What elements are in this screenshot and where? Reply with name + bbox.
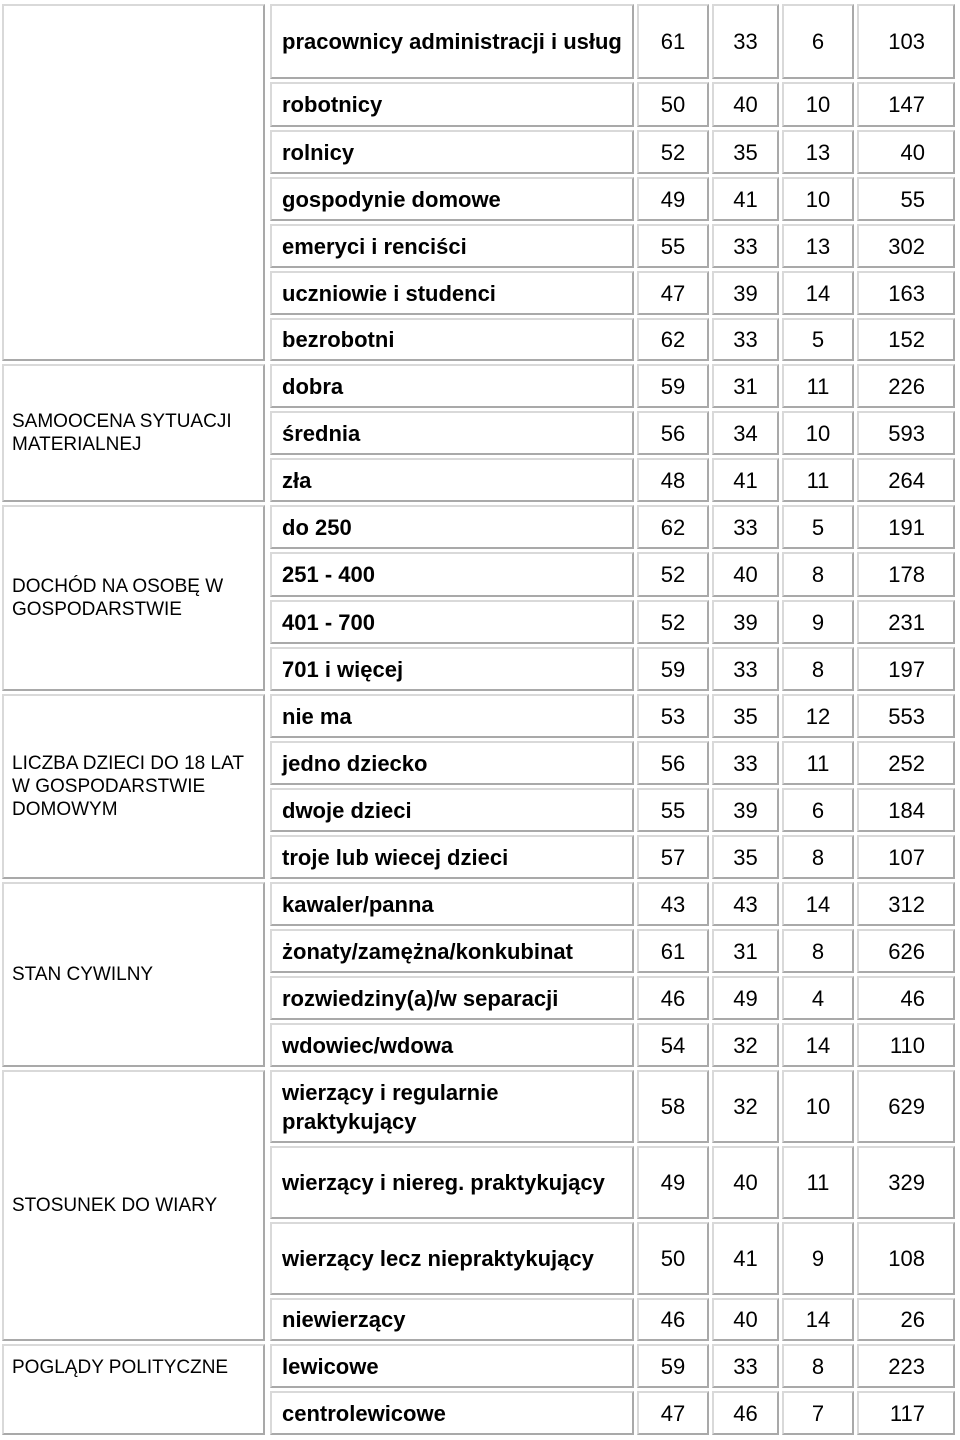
category-label: LICZBA DZIECI DO 18 LAT W GOSPODARSTWIE DOMOWYM bbox=[12, 753, 244, 820]
value-cell: 163 bbox=[857, 271, 955, 315]
value-cell: 629 bbox=[857, 1070, 955, 1143]
value-cell: 52 bbox=[637, 130, 709, 174]
value-cell: 62 bbox=[637, 505, 709, 549]
value-cell: 197 bbox=[857, 647, 955, 691]
value-cell: 33 bbox=[712, 224, 779, 268]
value-cell: 61 bbox=[637, 4, 709, 79]
row-label: dwoje dzieci bbox=[270, 788, 634, 832]
row-label: zła bbox=[270, 458, 634, 502]
value-cell: 11 bbox=[782, 741, 854, 785]
value-cell: 48 bbox=[637, 458, 709, 502]
value-cell: 6 bbox=[782, 4, 854, 79]
value-cell: 12 bbox=[782, 694, 854, 738]
value-cell: 10 bbox=[782, 177, 854, 221]
row-label: wierzący i niereg. praktykujący bbox=[270, 1146, 634, 1219]
value-cell: 8 bbox=[782, 929, 854, 973]
value-cell: 11 bbox=[782, 1146, 854, 1219]
row-label: pracownicy administracji i usług bbox=[270, 4, 634, 79]
row-label: wierzący lecz niepraktykujący bbox=[270, 1222, 634, 1295]
value-cell: 14 bbox=[782, 1023, 854, 1067]
value-cell: 33 bbox=[712, 4, 779, 79]
row-label: centrolewicowe bbox=[270, 1391, 634, 1435]
value-cell: 103 bbox=[857, 4, 955, 79]
value-cell: 110 bbox=[857, 1023, 955, 1067]
value-cell: 231 bbox=[857, 600, 955, 644]
value-cell: 32 bbox=[712, 1070, 779, 1143]
value-cell: 50 bbox=[637, 1222, 709, 1295]
value-cell: 49 bbox=[637, 177, 709, 221]
value-cell: 59 bbox=[637, 364, 709, 408]
value-cell: 46 bbox=[712, 1391, 779, 1435]
value-cell: 40 bbox=[712, 552, 779, 597]
row-label: robotnicy bbox=[270, 82, 634, 127]
value-cell: 46 bbox=[637, 976, 709, 1020]
category-label: SAMOOCENA SYTUACJI MATERIALNEJ bbox=[12, 411, 232, 455]
row-label: średnia bbox=[270, 411, 634, 455]
value-cell: 14 bbox=[782, 882, 854, 926]
value-cell: 9 bbox=[782, 600, 854, 644]
value-cell: 33 bbox=[712, 741, 779, 785]
row-label: 251 - 400 bbox=[270, 552, 634, 597]
row-label: dobra bbox=[270, 364, 634, 408]
value-cell: 8 bbox=[782, 552, 854, 597]
value-cell: 49 bbox=[637, 1146, 709, 1219]
value-cell: 59 bbox=[637, 1344, 709, 1388]
value-cell: 10 bbox=[782, 1070, 854, 1143]
value-cell: 62 bbox=[637, 318, 709, 361]
value-cell: 52 bbox=[637, 552, 709, 597]
value-cell: 39 bbox=[712, 271, 779, 315]
value-cell: 108 bbox=[857, 1222, 955, 1295]
value-cell: 33 bbox=[712, 647, 779, 691]
value-cell: 32 bbox=[712, 1023, 779, 1067]
value-cell: 26 bbox=[857, 1298, 955, 1341]
value-cell: 57 bbox=[637, 835, 709, 879]
value-cell: 50 bbox=[637, 82, 709, 127]
value-cell: 41 bbox=[712, 177, 779, 221]
value-cell: 8 bbox=[782, 1344, 854, 1388]
value-cell: 6 bbox=[782, 788, 854, 832]
value-cell: 8 bbox=[782, 835, 854, 879]
value-cell: 56 bbox=[637, 741, 709, 785]
value-cell: 13 bbox=[782, 224, 854, 268]
value-cell: 40 bbox=[857, 130, 955, 174]
category-label: DOCHÓD NA OSOBĘ W GOSPODARSTWIE bbox=[12, 576, 224, 620]
value-cell: 39 bbox=[712, 788, 779, 832]
value-cell: 58 bbox=[637, 1070, 709, 1143]
value-cell: 10 bbox=[782, 411, 854, 455]
value-cell: 8 bbox=[782, 647, 854, 691]
row-label: nie ma bbox=[270, 694, 634, 738]
value-cell: 43 bbox=[712, 882, 779, 926]
value-cell: 264 bbox=[857, 458, 955, 502]
category-label: STAN CYWILNY bbox=[12, 964, 154, 985]
row-label: jedno dziecko bbox=[270, 741, 634, 785]
value-cell: 55 bbox=[857, 177, 955, 221]
value-cell: 35 bbox=[712, 694, 779, 738]
row-label: rozwiedziny(a)/w separacji bbox=[270, 976, 634, 1020]
value-cell: 5 bbox=[782, 318, 854, 361]
value-cell: 46 bbox=[857, 976, 955, 1020]
value-cell: 10 bbox=[782, 82, 854, 127]
value-cell: 302 bbox=[857, 224, 955, 268]
value-cell: 252 bbox=[857, 741, 955, 785]
category-label: POGLĄDY POLITYCZNE bbox=[12, 1357, 229, 1378]
value-cell: 56 bbox=[637, 411, 709, 455]
row-label: emeryci i renciści bbox=[270, 224, 634, 268]
value-cell: 47 bbox=[637, 271, 709, 315]
row-label: kawaler/panna bbox=[270, 882, 634, 926]
value-cell: 5 bbox=[782, 505, 854, 549]
value-cell: 40 bbox=[712, 1298, 779, 1341]
row-label: 401 - 700 bbox=[270, 600, 634, 644]
value-cell: 55 bbox=[637, 788, 709, 832]
row-label: troje lub wiecej dzieci bbox=[270, 835, 634, 879]
value-cell: 54 bbox=[637, 1023, 709, 1067]
row-label: lewicowe bbox=[270, 1344, 634, 1388]
value-cell: 31 bbox=[712, 364, 779, 408]
value-cell: 191 bbox=[857, 505, 955, 549]
value-cell: 35 bbox=[712, 835, 779, 879]
value-cell: 553 bbox=[857, 694, 955, 738]
category-label: STOSUNEK DO WIARY bbox=[12, 1195, 218, 1216]
value-cell: 31 bbox=[712, 929, 779, 973]
value-cell: 178 bbox=[857, 552, 955, 597]
value-cell: 41 bbox=[712, 458, 779, 502]
value-cell: 626 bbox=[857, 929, 955, 973]
value-cell: 41 bbox=[712, 1222, 779, 1295]
value-cell: 593 bbox=[857, 411, 955, 455]
value-cell: 55 bbox=[637, 224, 709, 268]
row-label: wdowiec/wdowa bbox=[270, 1023, 634, 1067]
value-cell: 43 bbox=[637, 882, 709, 926]
value-cell: 34 bbox=[712, 411, 779, 455]
value-cell: 152 bbox=[857, 318, 955, 361]
value-cell: 226 bbox=[857, 364, 955, 408]
value-cell: 4 bbox=[782, 976, 854, 1020]
value-cell: 223 bbox=[857, 1344, 955, 1388]
value-cell: 61 bbox=[637, 929, 709, 973]
value-cell: 14 bbox=[782, 271, 854, 315]
value-cell: 49 bbox=[712, 976, 779, 1020]
value-cell: 33 bbox=[712, 318, 779, 361]
value-cell: 40 bbox=[712, 1146, 779, 1219]
value-cell: 7 bbox=[782, 1391, 854, 1435]
value-cell: 39 bbox=[712, 600, 779, 644]
value-cell: 46 bbox=[637, 1298, 709, 1341]
value-cell: 14 bbox=[782, 1298, 854, 1341]
row-label: do 250 bbox=[270, 505, 634, 549]
value-cell: 9 bbox=[782, 1222, 854, 1295]
row-label: rolnicy bbox=[270, 130, 634, 174]
row-label: uczniowie i studenci bbox=[270, 271, 634, 315]
value-cell: 47 bbox=[637, 1391, 709, 1435]
row-label: niewierzący bbox=[270, 1298, 634, 1341]
value-cell: 33 bbox=[712, 505, 779, 549]
value-cell: 147 bbox=[857, 82, 955, 127]
value-cell: 13 bbox=[782, 130, 854, 174]
row-label: żonaty/zamężna/konkubinat bbox=[270, 929, 634, 973]
row-label: 701 i więcej bbox=[270, 647, 634, 691]
value-cell: 329 bbox=[857, 1146, 955, 1219]
value-cell: 53 bbox=[637, 694, 709, 738]
value-cell: 35 bbox=[712, 130, 779, 174]
row-label: wierzący i regularnie praktykujący bbox=[270, 1070, 634, 1143]
row-label: gospodynie domowe bbox=[270, 177, 634, 221]
value-cell: 59 bbox=[637, 647, 709, 691]
value-cell: 33 bbox=[712, 1344, 779, 1388]
value-cell: 107 bbox=[857, 835, 955, 879]
row-label: bezrobotni bbox=[270, 318, 634, 361]
value-cell: 184 bbox=[857, 788, 955, 832]
category-label bbox=[2, 4, 265, 361]
value-cell: 312 bbox=[857, 882, 955, 926]
value-cell: 117 bbox=[857, 1391, 955, 1435]
value-cell: 11 bbox=[782, 458, 854, 502]
value-cell: 40 bbox=[712, 82, 779, 127]
value-cell: 11 bbox=[782, 364, 854, 408]
value-cell: 52 bbox=[637, 600, 709, 644]
